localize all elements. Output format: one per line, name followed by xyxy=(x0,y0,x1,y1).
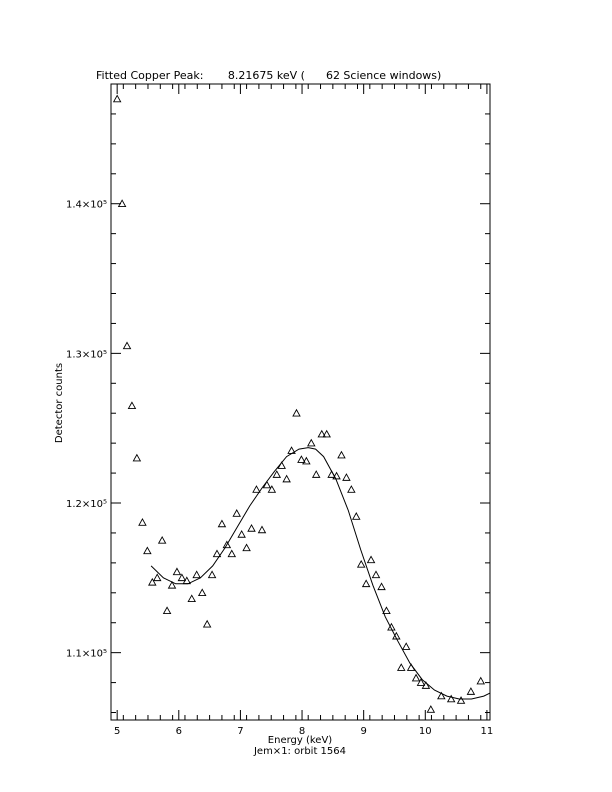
data-point xyxy=(228,550,235,556)
data-point xyxy=(149,579,156,585)
data-point xyxy=(128,402,135,408)
data-point xyxy=(248,525,255,531)
data-point xyxy=(477,678,484,684)
data-point xyxy=(164,607,171,613)
data-point xyxy=(238,531,245,537)
axes xyxy=(66,84,493,737)
data-point xyxy=(188,595,195,601)
x-tick-label: 5 xyxy=(113,726,121,737)
data-point xyxy=(313,471,320,477)
data-point xyxy=(308,440,315,446)
data-point xyxy=(133,455,140,461)
data-point xyxy=(253,486,260,492)
data-point xyxy=(218,520,225,526)
data-marks xyxy=(114,95,490,712)
x-tick-label: 6 xyxy=(175,726,182,737)
data-point xyxy=(199,589,206,595)
plot-frame xyxy=(111,84,490,720)
chart-title: Fitted Copper Peak: 8.21675 keV ( 62 Science windows) xyxy=(96,69,442,82)
data-point xyxy=(372,571,379,577)
footer-label: Jem×1: orbit 1564 xyxy=(253,746,347,757)
data-point xyxy=(178,574,185,580)
y-axis-label: Detector counts xyxy=(54,362,65,444)
data-point xyxy=(398,664,405,670)
data-point xyxy=(268,486,275,492)
data-point xyxy=(209,571,216,577)
data-point xyxy=(154,574,161,580)
data-point xyxy=(114,95,121,101)
data-point xyxy=(258,526,265,532)
data-point xyxy=(363,580,370,586)
data-point xyxy=(403,643,410,649)
data-point xyxy=(283,476,290,482)
data-point xyxy=(159,537,166,543)
x-tick-label: 8 xyxy=(298,726,306,737)
data-point xyxy=(343,474,350,480)
data-point xyxy=(467,688,474,694)
data-point xyxy=(358,561,365,567)
data-point xyxy=(233,510,240,516)
x-tick-label: 9 xyxy=(360,726,367,737)
x-tick-label: 7 xyxy=(237,726,244,737)
data-point xyxy=(173,568,180,574)
fit-curve xyxy=(151,448,490,699)
data-point xyxy=(353,513,360,519)
data-point xyxy=(378,583,385,589)
data-point xyxy=(193,571,200,577)
x-axis-label: Energy (keV) xyxy=(267,735,333,746)
x-tick-label: 11 xyxy=(480,726,494,737)
y-tick-label: 1.2×10⁵ xyxy=(65,499,107,511)
data-point xyxy=(413,675,420,681)
data-point xyxy=(427,706,434,712)
y-tick-label: 1.1×10⁵ xyxy=(65,648,107,660)
data-point xyxy=(338,452,345,458)
data-point xyxy=(243,544,250,550)
y-tick-label: 1.3×10⁵ xyxy=(65,349,107,361)
y-tick-label: 1.4×10⁵ xyxy=(65,199,107,211)
data-point xyxy=(348,486,355,492)
data-point xyxy=(368,556,375,562)
data-point xyxy=(144,547,151,553)
x-tick-label: 10 xyxy=(418,726,432,737)
data-point xyxy=(139,519,146,525)
data-point xyxy=(458,697,465,703)
data-point xyxy=(204,621,211,627)
data-point xyxy=(293,410,300,416)
data-point xyxy=(124,342,131,348)
